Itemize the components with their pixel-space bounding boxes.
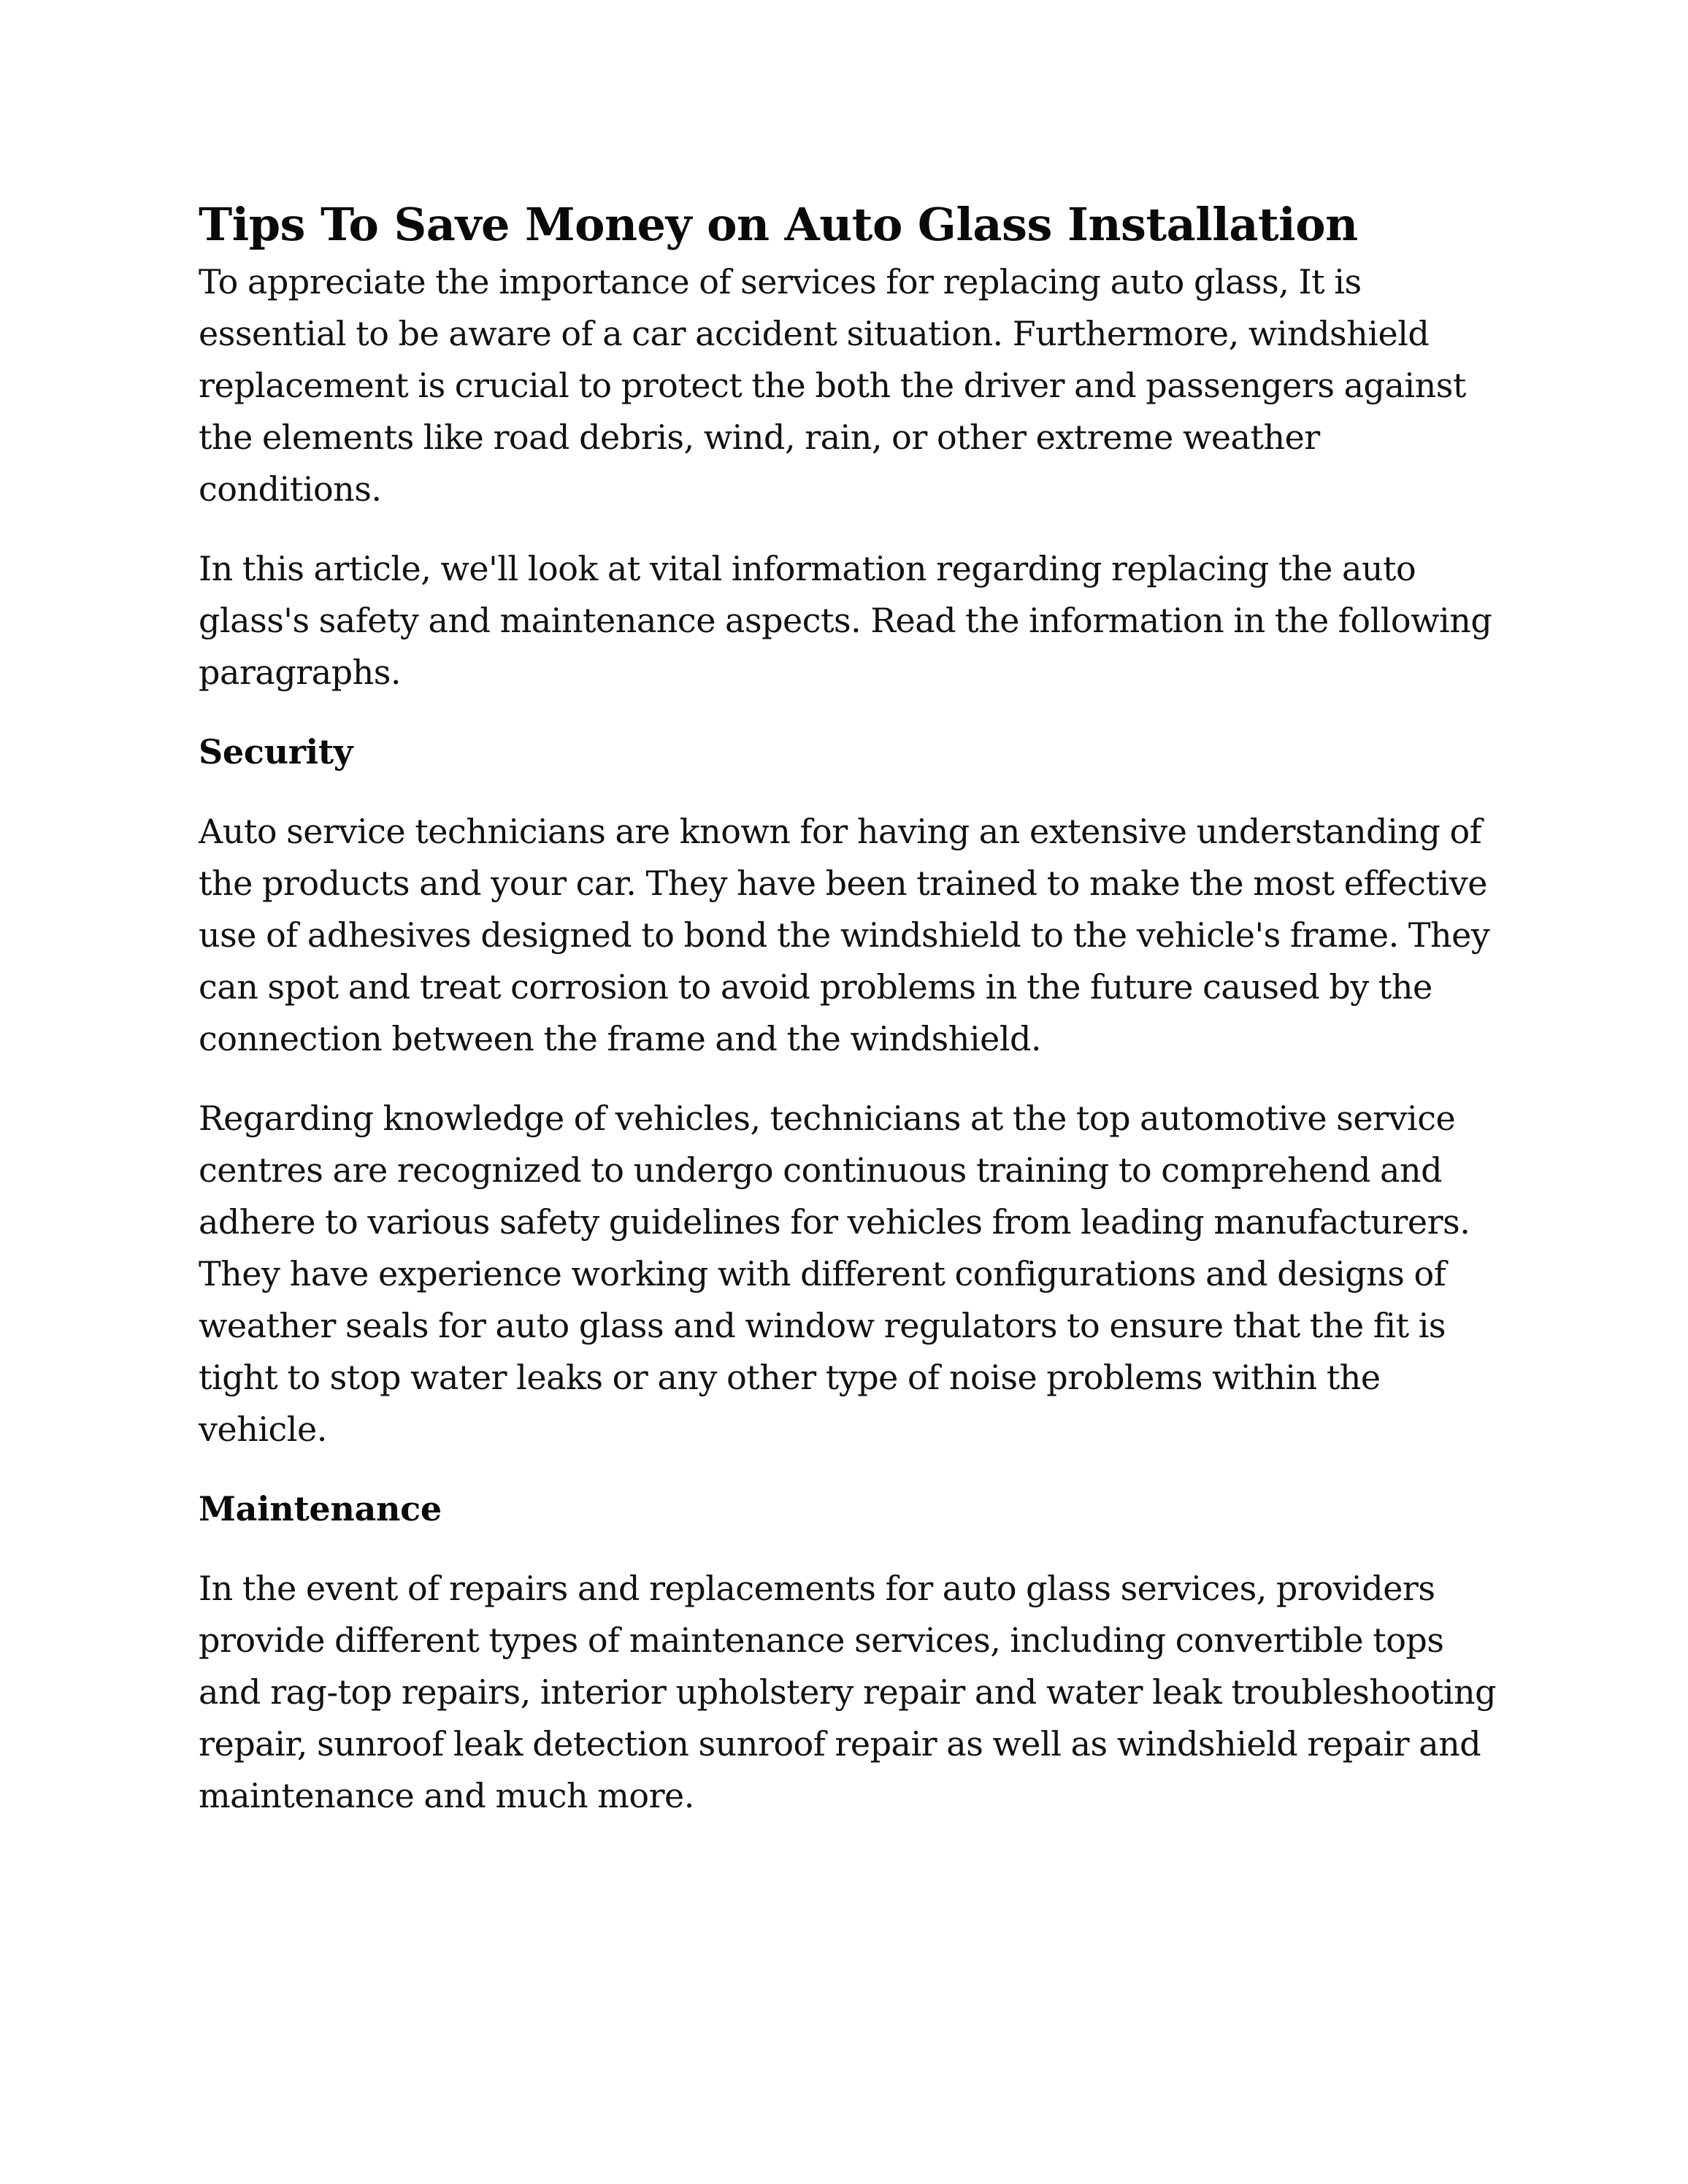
security-paragraph-1: Auto service technicians are known for having an extensive understanding of the products and your car. They have been trained to make the most effective use of adhesives designed to bond the windshield to the vehicle's frame. They can spot and treat corrosion to avoid problems in the future caused by the connection between the frame and the windshield. <box>199 812 1490 1058</box>
document-body <box>199 193 1498 1850</box>
intro-paragraph-2: In this article, we'll look at vital information regarding replacing the auto glass's safety and maintenance aspects. Read the information in the following paragraphs. <box>199 549 1492 692</box>
section-heading-maintenance: Maintenance <box>199 1489 442 1529</box>
security-paragraph-2: Regarding knowledge of vehicles, technicians at the top automotive service centres are recognized to undergo continuous training to comprehend and adhere to various safety guidelines for vehicles from leading manufacturers. They have experience working with different configurations and designs of weather seals for auto glass and window regulators to ensure that the fit is tight to stop water leaks or any other type of noise problems within the vehicle. <box>199 1099 1470 1449</box>
document-title: Tips To Save Money on Auto Glass Installation <box>199 198 1358 251</box>
section-heading-security: Security <box>199 732 353 772</box>
maintenance-paragraph-1: In the event of repairs and replacements for auto glass services, providers provide different types of maintenance services, including convertible tops and rag-top repairs, interior upholstery repair and water leak troubleshooting repair, sunroof leak detection sunroof repair as well as windshield repair and maintenance and much more. <box>199 1569 1497 1815</box>
intro-paragraph-1: To appreciate the importance of services for replacing auto glass, It is essential to be aware of a car accident situation. Furthermore, windshield replacement is crucial to protect the both the driver and passengers against the elements like road debris, wind, rain, or other extreme weather conditions. <box>199 262 1466 509</box>
